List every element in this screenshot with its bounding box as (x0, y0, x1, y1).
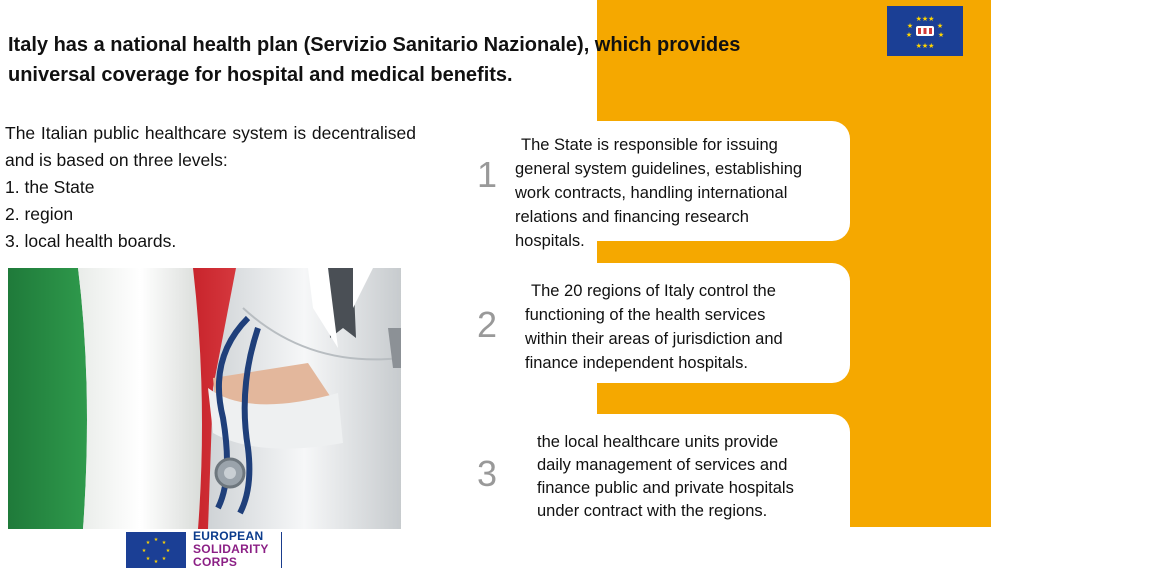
levels-list (5, 174, 416, 255)
intro-text: The Italian public healthcare system is decentralised and is based on three levels: (5, 123, 416, 170)
svg-text:★: ★ (165, 548, 171, 554)
card-text-line: finance independent hospitals. (525, 354, 748, 372)
european-solidarity-corps-logo (126, 530, 296, 570)
svg-text:★★★: ★★★ (915, 42, 935, 50)
card-text-line: The State is responsible for issuing (521, 136, 778, 154)
esc-line: EUROPEAN (193, 529, 264, 543)
svg-text:★: ★ (906, 22, 914, 30)
eu-flag-logo (887, 6, 963, 56)
svg-text:★: ★ (153, 537, 159, 543)
level-item: 2. region (5, 204, 74, 224)
esc-line: CORPS (193, 555, 238, 569)
esc-line: SOLIDARITY (193, 542, 269, 556)
svg-text:★: ★ (141, 548, 147, 554)
card-number: 1 (477, 154, 498, 195)
logo-divider (281, 532, 282, 568)
level-item: 1. the State (5, 177, 95, 197)
level-card-3 (455, 414, 850, 527)
card-text (537, 431, 794, 523)
doctor-italian-flag-photo (8, 268, 401, 529)
svg-text:★: ★ (145, 540, 151, 546)
card-text-line: The 20 regions of Italy control the (531, 282, 776, 300)
esc-wordmark (193, 530, 269, 569)
card-number: 3 (477, 453, 498, 494)
card-text-line: work contracts, handling international (515, 184, 788, 202)
card-text-line: general system guidelines, establishing (515, 160, 803, 178)
card-text (525, 279, 783, 375)
intro-section (5, 120, 416, 255)
svg-text:★: ★ (936, 22, 944, 30)
level-item: 3. local health boards. (5, 231, 177, 251)
level-card-1 (455, 121, 850, 250)
svg-text:★★★: ★★★ (915, 15, 935, 23)
card-number: 2 (477, 304, 498, 345)
card-text-line: finance public and private hospitals (537, 479, 794, 497)
heading-line-1: Italy has a national health plan (Servizio Sanitario Nazionale), which provides (8, 34, 741, 56)
svg-text:★: ★ (905, 31, 913, 39)
svg-text:★: ★ (161, 556, 167, 562)
svg-text:★: ★ (145, 556, 151, 562)
heading-line-2: universal coverage for hospital and medical benefits. (8, 64, 513, 86)
eu-stars-icon (126, 532, 186, 568)
card-text-line: the local healthcare units provide (537, 433, 779, 451)
svg-text:★: ★ (937, 31, 945, 39)
card-text-line: hospitals. (515, 232, 585, 250)
card-text (515, 133, 802, 253)
card-text-line: functioning of the health services (525, 306, 766, 324)
page-heading (8, 30, 808, 90)
level-card-2 (455, 263, 850, 383)
svg-text:★: ★ (161, 540, 167, 546)
card-text-line: within their areas of jurisdiction and (525, 330, 783, 348)
card-text-line: under contract with the regions. (537, 502, 768, 520)
card-text-line: relations and financing research (515, 208, 749, 226)
svg-text:★: ★ (153, 559, 159, 565)
card-text-line: daily management of services and (537, 456, 788, 474)
